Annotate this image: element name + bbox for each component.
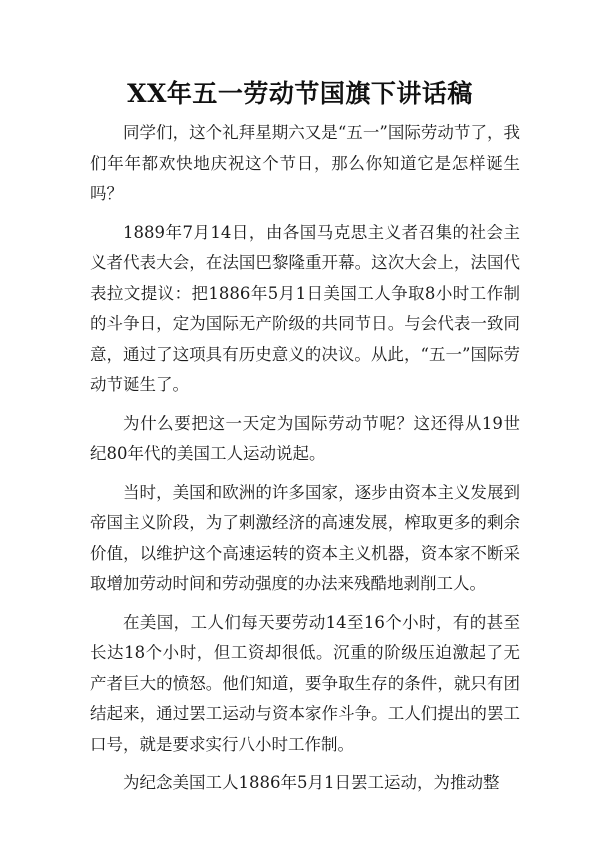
paragraph-background: 当时，美国和欧洲的许多国家，逐步由资本主义发展到帝国主义阶段，为了刺激经济的高速发展，榨取更多的剩余价值，以维护这个高速运转的资本主义机器，资本家不断采取增加劳动时间和劳动强度的办法来残酷地剥削工人。 [90,482,520,593]
paragraph-commemoration: 为纪念美国工人1886年5月1日罢工运动，为推动整 [123,773,500,792]
document-body [90,118,520,807]
document-title: XX年五一劳动节国旗下讲话稿 [127,79,473,108]
paragraph-america: 在美国，工人们每天要劳动14至16个小时，有的甚至长达18个小时，但工资却很低。沉重的阶级压迫激起了无产者巨大的愤怒。他们知道，要争取生存的条件，就只有团结起来，通过罢工运动与资本家作斗争。工人们提出的罢工口号，就是要求实行八小时工作制。 [90,612,520,754]
paragraph-question: 为什么要把这一天定为国际劳动节呢？这还得从19世纪80年代的美国工人运动说起。 [90,413,520,463]
paragraph-intro: 同学们，这个礼拜星期六又是“五一”国际劳动节了，我们年年都欢快地庆祝这个节日，那么你知道它是怎样诞生吗？ [90,123,520,203]
paragraph-history: 1889年7月14日，由各国马克思主义者召集的社会主义者代表大会，在法国巴黎隆重开幕。这次大会上，法国代表拉文提议：把1886年5月1日美国工人争取8小时工作制的斗争日，定为国际无产阶级的共同节日。与会代表一致同意，通过了这项具有历史意义的决议。从此，“五一”国际劳动节诞生了。 [90,222,520,394]
